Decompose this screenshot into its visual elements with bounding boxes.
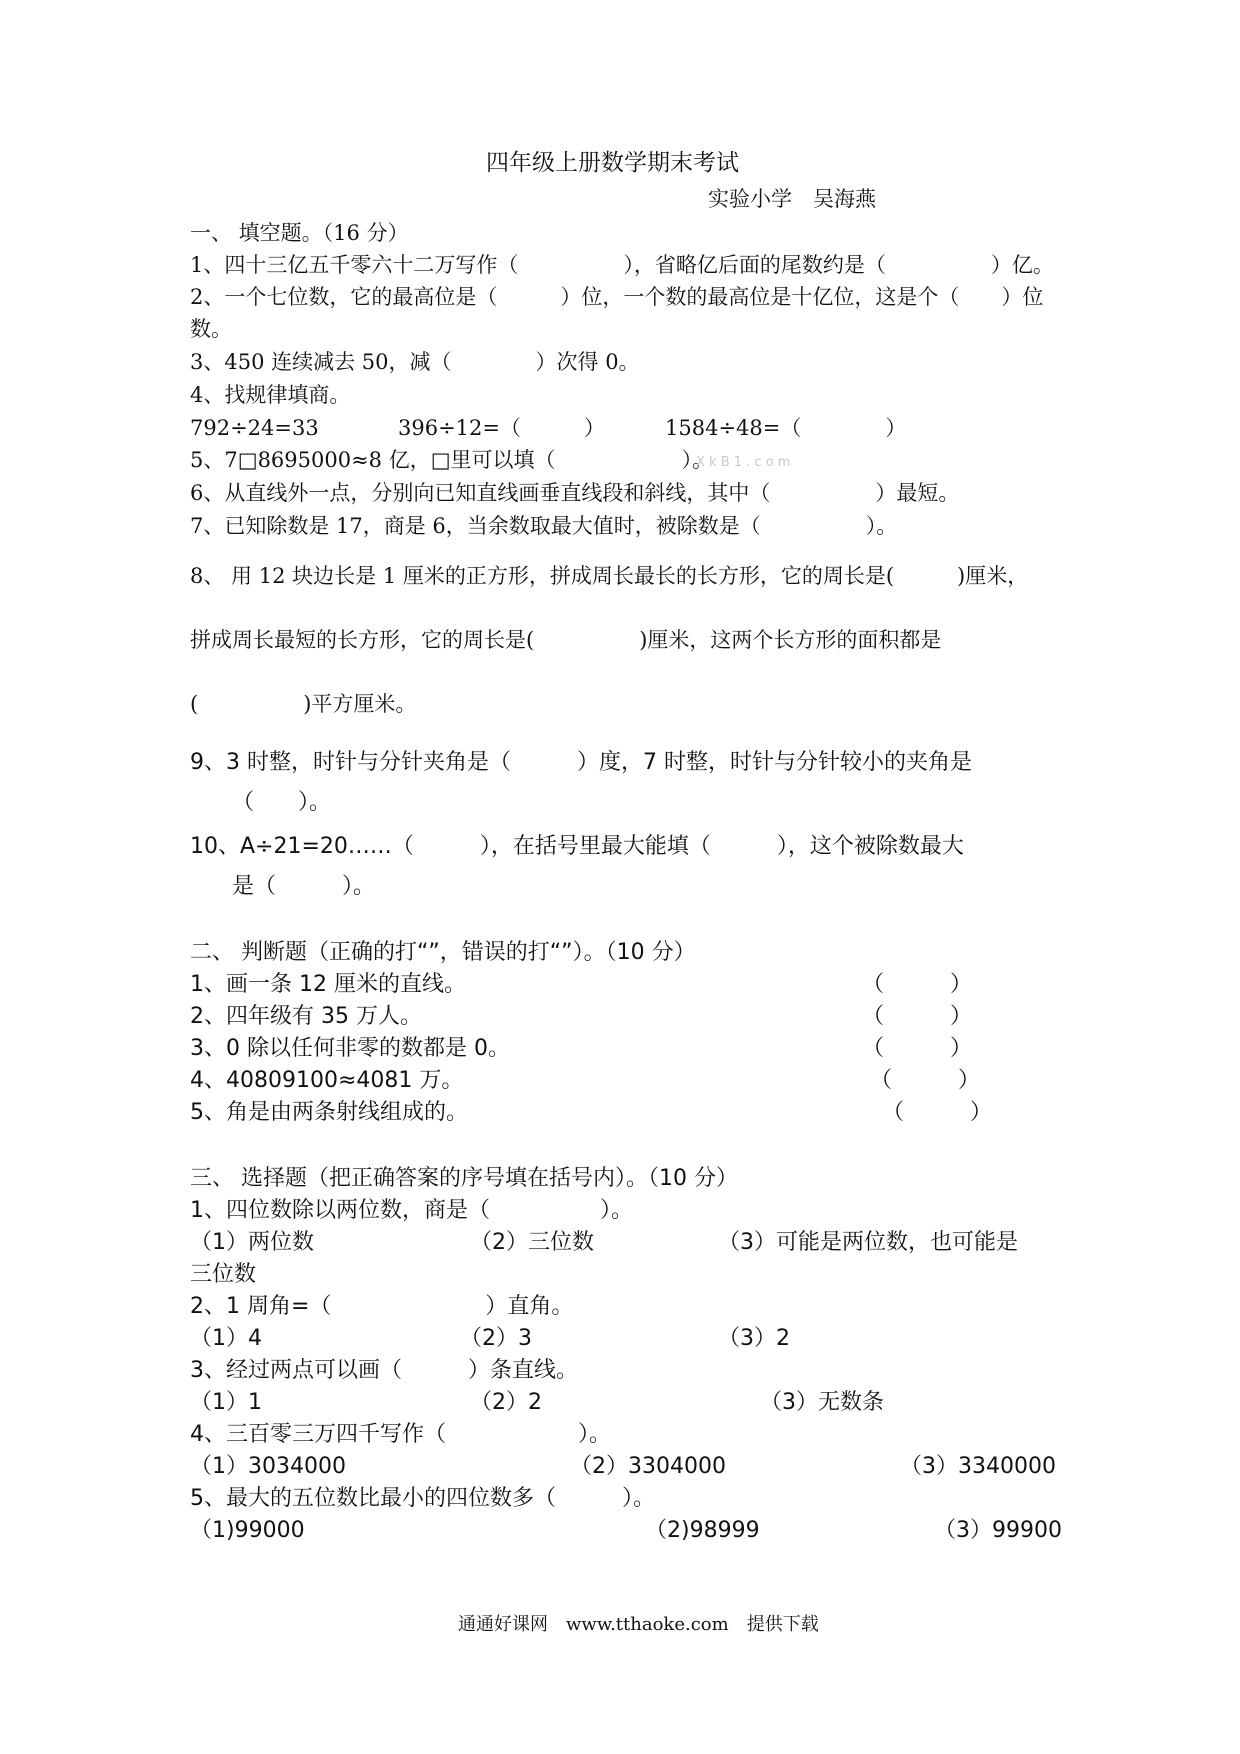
s1-question-4: 4、找规律填商。: [190, 383, 351, 407]
page-footer: 通通好课网 www.tthaoke.com 提供下载: [458, 1614, 819, 1635]
s1-question-5: 5、7□8695000≈8 亿，□里可以填（ ）。: [190, 448, 714, 472]
s3-q1-option-3-cont: 三位数: [190, 1262, 257, 1287]
s3-q4-option-3: （3）3340000: [900, 1454, 1056, 1479]
exam-title: 四年级上册数学期末考试: [486, 150, 739, 176]
s2-item-1-answer: （ ）: [862, 972, 973, 997]
s3-question-4: 4、三百零三万四千写作（ ）。: [190, 1422, 611, 1447]
s2-item-1-text: 1、画一条 12 厘米的直线。: [190, 972, 466, 997]
s3-q2-option-2: （2）3: [460, 1326, 532, 1351]
s1-question-10-cont: 是（ ）。: [232, 874, 376, 899]
s1-question-10: 10、A÷21=20……（ ），在括号里最大能填（ ），这个被除数最大: [190, 834, 964, 859]
s3-q3-option-2: （2）2: [470, 1390, 542, 1415]
s1-question-1: 1、四十三亿五千零六十二万写作（ ），省略亿后面的尾数约是（ ）亿。: [190, 253, 1054, 277]
s1-question-4-expr-2: 396÷12=（ ）: [398, 416, 605, 440]
section2-heading: 二、 判断题（正确的打“”，错误的打“”）。（10 分）: [190, 940, 696, 965]
s2-item-4-text: 4、40809100≈4081 万。: [190, 1068, 464, 1093]
s3-q1-option-2: （2）三位数: [470, 1230, 594, 1255]
s3-question-5: 5、最大的五位数比最小的四位数多（ ）。: [190, 1486, 655, 1511]
section3-heading: 三、 选择题（把正确答案的序号填在括号内）。（10 分）: [190, 1166, 738, 1191]
s2-item-2-text: 2、四年级有 35 万人。: [190, 1004, 422, 1029]
s3-q5-option-1: （1)99000: [190, 1518, 305, 1543]
s3-q4-option-1: （1）3034000: [190, 1454, 346, 1479]
s3-q3-option-1: （1）1: [190, 1390, 262, 1415]
s3-question-2: 2、1 周角=（ ）直角。: [190, 1294, 574, 1319]
s2-item-2-answer: （ ）: [862, 1004, 973, 1029]
s1-question-9: 9、3 时整，时针与分针夹角是（ ）度，7 时整，时针与分针较小的夹角是: [190, 750, 972, 775]
s3-q3-option-3: （3）无数条: [760, 1390, 884, 1415]
s1-question-8-cont: 拼成周长最短的长方形，它的周长是( )厘米，这两个长方形的面积都是: [190, 628, 942, 652]
s3-question-3: 3、经过两点可以画（ ）条直线。: [190, 1358, 578, 1383]
watermark-text: X k B 1 . c o m: [696, 455, 791, 470]
s1-question-7: 7、已知除数是 17，商是 6，当余数取最大值时，被除数是（ ）。: [190, 514, 898, 538]
s1-question-8-cont-2: ( )平方厘米。: [190, 692, 417, 716]
s1-question-2-cont: 数。: [190, 317, 232, 341]
s2-item-5-text: 5、角是由两条射线组成的。: [190, 1100, 468, 1125]
s3-q2-option-3: （3）2: [718, 1326, 790, 1351]
s2-item-3-answer: （ ）: [862, 1036, 973, 1061]
author-line: 实验小学 吴海燕: [708, 187, 876, 211]
s2-item-3-text: 3、0 除以任何非零的数都是 0。: [190, 1036, 510, 1061]
section1-heading: 一、 填空题。（16 分）: [190, 221, 409, 245]
s1-question-8: 8、 用 12 块边长是 1 厘米的正方形，拼成周长最长的长方形，它的周长是( )厘米，: [190, 564, 1029, 588]
s3-q2-option-1: （1）4: [190, 1326, 262, 1351]
s3-q1-option-3: （3）可能是两位数，也可能是: [718, 1230, 1018, 1255]
s3-q5-option-2: （2)98999: [645, 1518, 760, 1543]
s3-q4-option-2: （2）3304000: [570, 1454, 726, 1479]
s1-question-6: 6、从直线外一点，分别向已知直线画垂直线段和斜线，其中（ ）最短。: [190, 481, 960, 505]
s3-q5-option-3: （3）99900: [934, 1518, 1062, 1543]
s3-question-1: 1、四位数除以两位数，商是（ ）。: [190, 1198, 633, 1223]
s1-question-9-cont: （ ）。: [232, 790, 332, 815]
s1-question-4-expr-3: 1584÷48=（ ）: [665, 416, 907, 440]
s1-question-4-expr-1: 792÷24=33: [190, 416, 319, 440]
s2-item-5-answer: （ ）: [882, 1100, 993, 1125]
s1-question-3: 3、450 连续减去 50，减（ ）次得 0。: [190, 350, 640, 374]
s2-item-4-answer: （ ）: [870, 1068, 981, 1093]
s1-question-2: 2、一个七位数，它的最高位是（ ）位，一个数的最高位是十亿位，这是个（ ）位: [190, 285, 1044, 309]
s3-q1-option-1: （1）两位数: [190, 1230, 314, 1255]
